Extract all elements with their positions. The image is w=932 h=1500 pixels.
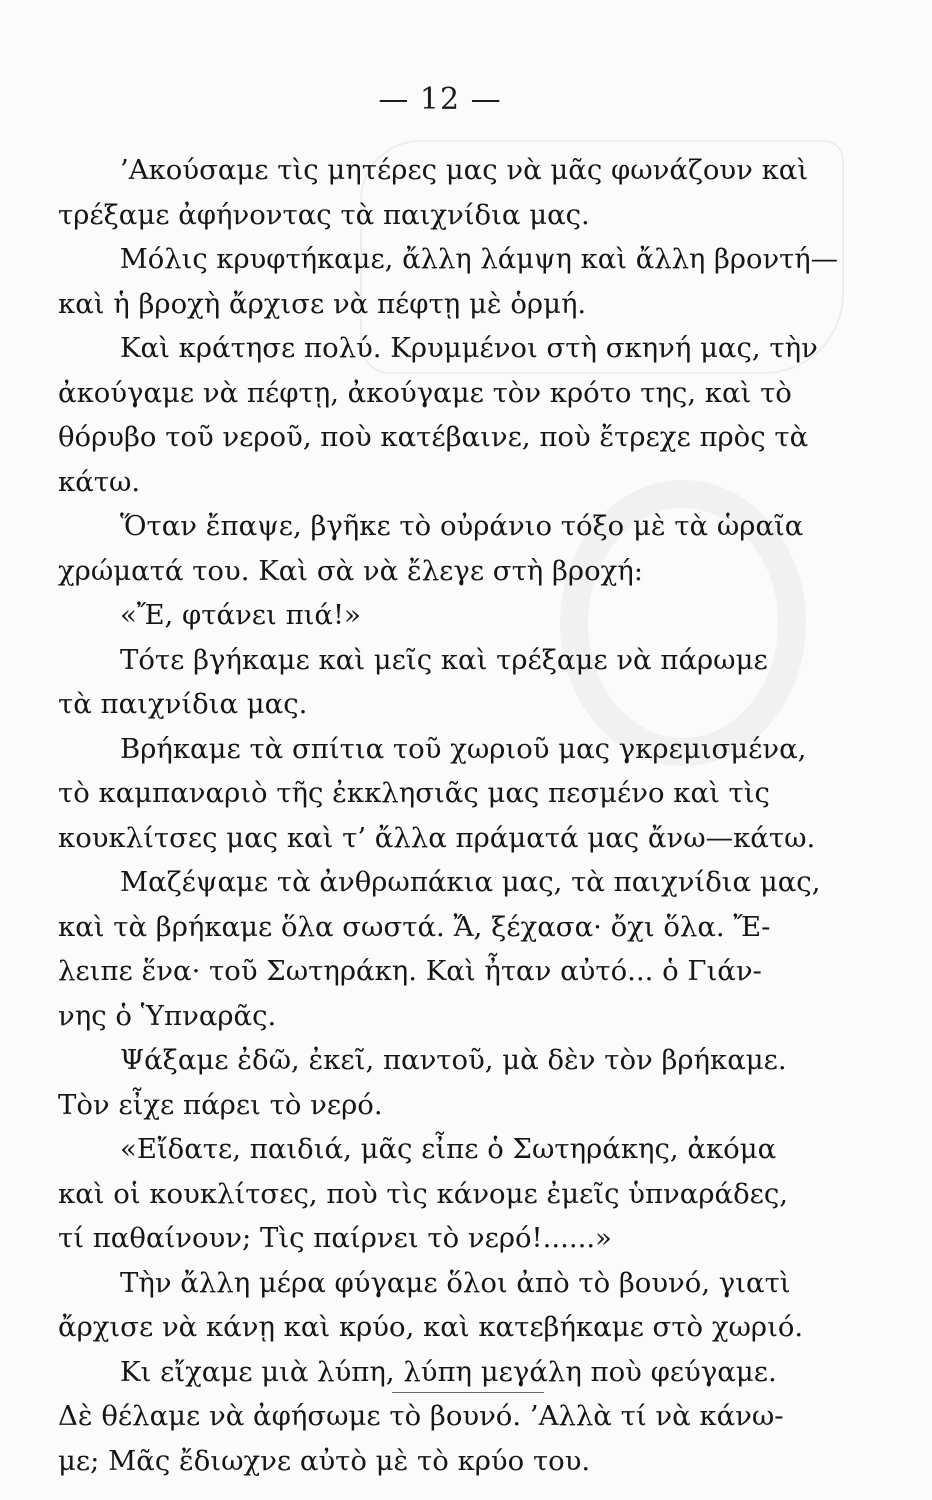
text-line: «Ἔ, φτάνει πιά!» [120, 599, 361, 631]
text-line: τὸ καμπαναριὸ τῆς ἐκκλησιᾶς μας πεσμένο καὶ τὶς [58, 777, 770, 809]
text-line: κουκλίτσες μας καὶ τ’ ἄλλα πράματά μας ἄνω—κάτω. [58, 821, 816, 854]
text-line: χρώματά του. Καὶ σὰ νὰ ἔλεγε στὴ βροχή: [58, 554, 644, 587]
text-line: Τότε βγήκαμε καὶ μεῖς καὶ τρέξαμε νὰ πάρωμε [120, 643, 768, 676]
text-line: Μόλις κρυφτήκαμε, ἄλλη λάμψη καὶ ἄλλη βροντή— [119, 243, 839, 275]
page-number: — 12 — [378, 82, 502, 117]
text-line: κάτω. [58, 465, 141, 498]
text-line: ἀκούγαμε νὰ πέφτῃ, ἀκούγαμε τὸν κρότο της, καὶ τὸ [58, 376, 792, 409]
text-line: λειπε ἕνα· τοῦ Σωτηράκη. Καὶ ἦταν αὐτό... ὁ Γιάν- [58, 955, 762, 987]
text-line: καὶ τὰ βρήκαμε ὅλα σωστά. Ἄ, ξέχασα· ὄχι ὅλα. Ἔ- [58, 910, 771, 943]
text-line: θόρυβο τοῦ νεροῦ, ποὺ κατέβαινε, ποὺ ἔτρεχε πρὸς τὰ [58, 421, 809, 453]
text-line: «Εἴδατε, παιδιά, μᾶς εἶπε ὁ Σωτηράκης, ἀκόμα [120, 1133, 777, 1165]
text-line: νης ὁ Ὑπναρᾶς. [58, 999, 277, 1032]
text-line: Ψάξαμε ἐδῶ, ἐκεῖ, παντοῦ, μὰ δὲν τὸν βρήκαμε. [120, 1044, 787, 1076]
text-line: καὶ ἡ βροχὴ ἄρχισε νὰ πέφτῃ μὲ ὁρμή. [58, 287, 587, 320]
text-line: καὶ οἱ κουκλίτσες, ποὺ τὶς κάνομε ἐμεῖς ὑπναράδες, [58, 1177, 789, 1210]
text-line: Βρήκαμε τὰ σπίτια τοῦ χωριοῦ μας γκρεμισμένα, [120, 732, 807, 765]
text-line: ἄρχισε νὰ κάνῃ καὶ κρύο, καὶ κατεβήκαμε στὸ χωριό. [58, 1311, 804, 1343]
text-line: Τὴν ἄλλη μέρα φύγαμε ὅλοι ἀπὸ τὸ βουνό, γιατὶ [120, 1266, 791, 1299]
text-line: Κι εἴχαμε μιὰ λύπη, λύπη μεγάλη ποὺ φεύγαμε. [120, 1355, 777, 1388]
text-line: με; Μᾶς ἔδιωχνε αὐτὸ μὲ τὸ κρύο του. [58, 1444, 591, 1477]
text-line: Δὲ θέλαμε νὰ ἀφήσωμε τὸ βουνό. ’Αλλὰ τί νὰ κάνω- [58, 1400, 784, 1432]
footer-rule [392, 1392, 544, 1393]
text-line: Μαζέψαμε τὰ ἀνθρωπάκια μας, τὰ παιχνίδια μας, [120, 866, 821, 898]
body-text [58, 148, 838, 1483]
text-line: Τὸν εἶχε πάρει τὸ νερό. [58, 1088, 383, 1121]
text-line: τί παθαίνουν; Τὶς παίρνει τὸ νερό!......» [58, 1222, 612, 1254]
text-line: τὰ παιχνίδια μας. [58, 688, 308, 720]
text-line: τρέξαμε ἀφήνοντας τὰ παιχνίδια μας. [58, 198, 590, 231]
text-line: Ὅταν ἔπαψε, βγῆκε τὸ οὐράνιο τόξο μὲ τὰ ὡραῖα [120, 510, 804, 542]
text-line: Καὶ κράτησε πολύ. Κρυμμένοι στὴ σκηνή μας, τὴν [120, 332, 818, 364]
text-line: ’Ακούσαμε τὶς μητέρες μας νὰ μᾶς φωνάζουν καὶ [120, 154, 809, 186]
